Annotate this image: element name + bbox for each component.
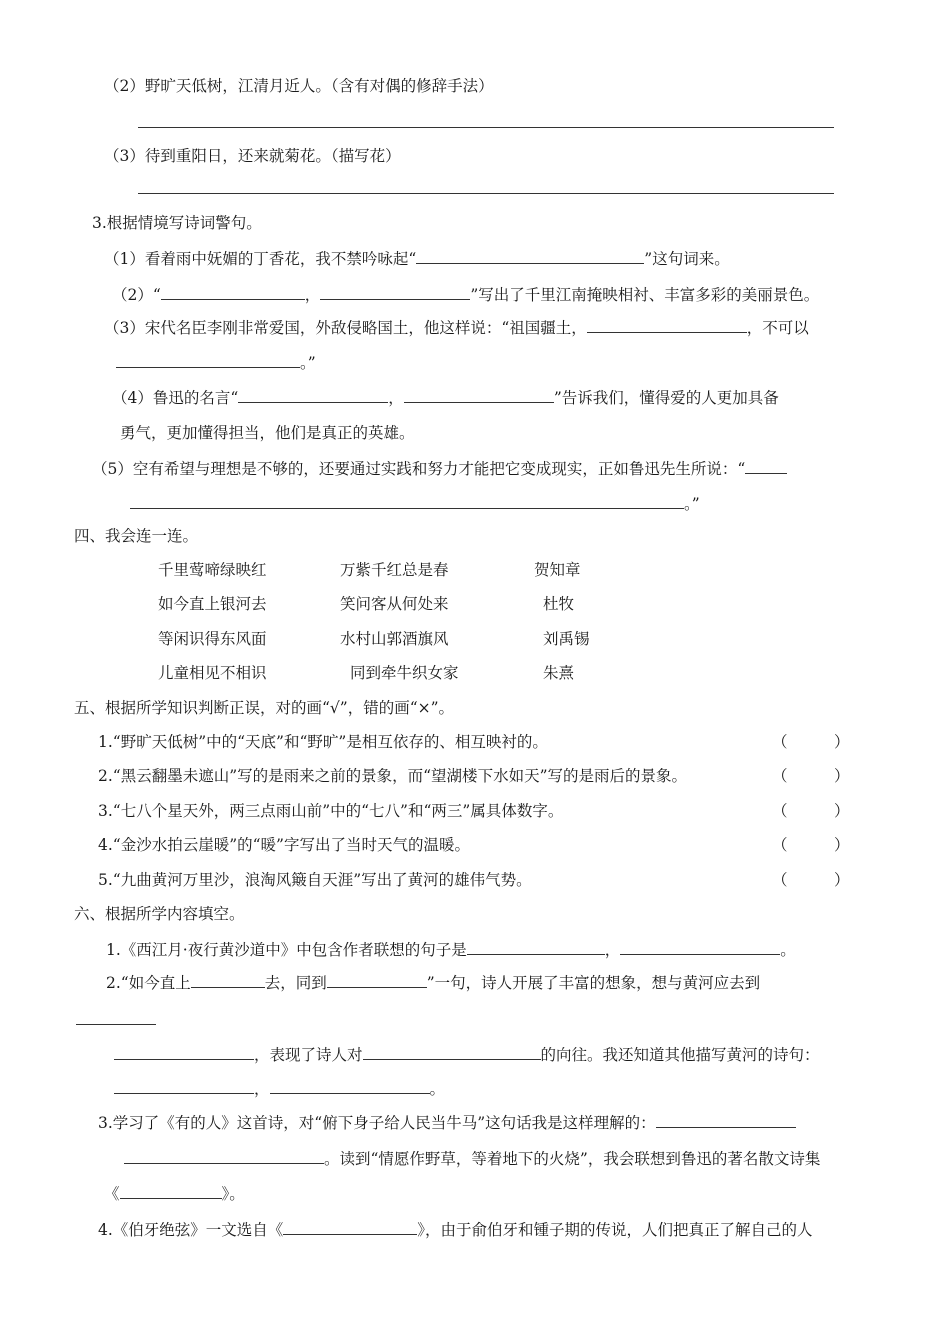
p6-q2-line-2 xyxy=(114,1043,820,1066)
p6-q1-text: 1.《西江月·夜行黄沙道中》中包含作者联想的句子是 xyxy=(106,941,467,959)
q2-answer-line[interactable] xyxy=(138,127,834,128)
p6-q2-end: 。 xyxy=(429,1080,446,1098)
match-mid-4[interactable]: 同到牵牛织女家 xyxy=(350,664,459,682)
p6-q2-blank-7[interactable] xyxy=(270,1077,430,1094)
s4-comma: ， xyxy=(388,389,404,407)
s2-text-b: ”写出了千里江南掩映相衬、丰富多彩的美丽景色。 xyxy=(470,286,820,304)
p6-q3-close: 》。 xyxy=(221,1185,245,1203)
p6-q2-line xyxy=(106,971,760,994)
p6-q2-blank-2[interactable] xyxy=(327,971,427,988)
p6-q4-blank[interactable] xyxy=(283,1218,417,1235)
p6-q1-blank-1[interactable] xyxy=(467,938,605,955)
judge-paren-5[interactable]: （ ） xyxy=(772,871,850,889)
s4-blank-1[interactable] xyxy=(238,386,388,403)
s4-text-b: ”告诉我们，懂得爱的人更加具备 xyxy=(553,389,779,407)
p6-q2-line-3 xyxy=(114,1077,445,1100)
p6-q3-text-b: 。读到“情愿作野草，等着地下的火烧”，我会联想到鲁迅的著名散文诗集 xyxy=(324,1150,821,1168)
s2-blank-2[interactable] xyxy=(320,283,470,300)
judge-item-4: 4.“金沙水拍云崖暖”的“暖”字写出了当时天气的温暖。 xyxy=(98,836,470,854)
p6-q2-blank-1[interactable] xyxy=(191,971,265,988)
p6-q4-text-a: 4.《伯牙绝弦》一文选自《 xyxy=(98,1221,284,1239)
s1-line xyxy=(104,247,730,270)
p6-q1-line xyxy=(106,938,796,961)
p6-q2-text-e: 的向往。我还知道其他描写黄河的诗句： xyxy=(540,1046,820,1064)
match-left-3[interactable]: 等闲识得东风面 xyxy=(158,630,267,648)
p6-q2-blank-4[interactable] xyxy=(114,1043,254,1060)
p6-q2-text-b: 去，同到 xyxy=(264,974,327,992)
section6-title: 六、根据所学内容填空。 xyxy=(74,905,245,923)
s4-line-2: 勇气，更加懂得担当，他们是真正的英雄。 xyxy=(120,424,415,442)
s3-line xyxy=(104,316,809,339)
p6-q2-blank-5[interactable] xyxy=(363,1043,541,1060)
p6-q1-comma: ， xyxy=(604,941,621,959)
p6-q3-line-3 xyxy=(104,1182,245,1205)
section3-title: 3.根据情境写诗词警句。 xyxy=(92,214,262,232)
p6-q4-line xyxy=(98,1218,813,1241)
match-left-4[interactable]: 儿童相见不相识 xyxy=(158,664,267,682)
section4-title: 四、我会连一连。 xyxy=(74,527,199,545)
judge-item-5: 5.“九曲黄河万里沙，浪淘风簸自天涯”写出了黄河的雄伟气势。 xyxy=(98,871,532,889)
s5-blank-1[interactable] xyxy=(745,457,787,474)
s1-text-a: （1）看着雨中妩媚的丁香花，我不禁吟咏起“ xyxy=(104,250,417,268)
p6-q4-text-b: 》，由于俞伯牙和锺子期的传说，人们把真正了解自己的人 xyxy=(417,1221,813,1239)
s2-blank-1[interactable] xyxy=(161,283,305,300)
p6-q2-blank-6[interactable] xyxy=(114,1077,254,1094)
s2-line xyxy=(112,283,819,306)
judge-paren-1[interactable]: （ ） xyxy=(772,733,850,751)
p6-q3-blank-1[interactable] xyxy=(656,1111,796,1128)
match-mid-2[interactable]: 笑问客从何处来 xyxy=(340,595,449,613)
p6-q2-text-c: ”一句，诗人开展了丰富的想象，想与黄河应去到 xyxy=(426,974,761,992)
p6-q1-blank-2[interactable] xyxy=(620,938,780,955)
p6-q3-open: 《 xyxy=(104,1185,120,1203)
judge-paren-2[interactable]: （ ） xyxy=(772,767,850,785)
p6-q2-comma: ， xyxy=(254,1080,270,1098)
match-right-1[interactable]: 贺知章 xyxy=(534,561,581,579)
s3-blank-2[interactable] xyxy=(116,351,300,368)
s4-text-a: （4）鲁迅的名言“ xyxy=(112,389,239,407)
s5-blank-2[interactable] xyxy=(130,492,684,509)
judge-item-2: 2.“黑云翻墨未遮山”写的是雨来之前的景象，而“望湖楼下水如天”写的是雨后的景象。 xyxy=(98,767,687,785)
q3-sentence: （3）待到重阳日，还来就菊花。（描写花） xyxy=(104,147,401,165)
s2-comma: ， xyxy=(304,286,321,304)
match-right-4[interactable]: 朱熹 xyxy=(543,664,575,682)
match-right-3[interactable]: 刘禹锡 xyxy=(543,630,590,648)
s3-line-2 xyxy=(116,351,316,374)
judge-paren-3[interactable]: （ ） xyxy=(772,802,850,820)
p6-q3-line xyxy=(98,1111,796,1134)
match-left-2[interactable]: 如今直上银河去 xyxy=(158,595,267,613)
judge-item-3: 3.“七八个星天外，两三点雨山前”中的“七八”和“两三”属具体数字。 xyxy=(98,802,564,820)
p6-q1-end: 。 xyxy=(780,941,796,959)
s1-blank[interactable] xyxy=(416,247,644,264)
judge-item-1: 1.“野旷天低树”中的“天底”和“野旷”是相互依存的、相互映衬的。 xyxy=(98,733,548,751)
match-right-2[interactable]: 杜牧 xyxy=(543,595,575,613)
p6-q2-blank-3[interactable] xyxy=(76,1024,156,1025)
p6-q3-line-2 xyxy=(124,1147,820,1170)
s3-text-b: ，不可以 xyxy=(746,319,809,337)
s3-text-a: （3）宋代名臣李刚非常爱国，外敌侵略国土，他这样说：“祖国疆土， xyxy=(104,319,587,337)
match-left-1[interactable]: 千里莺啼绿映红 xyxy=(158,561,267,579)
p6-q3-blank-2[interactable] xyxy=(124,1147,324,1164)
q3-answer-line[interactable] xyxy=(138,193,834,194)
p6-q2-text-a: 2.“如今直上 xyxy=(106,974,191,992)
q2-sentence: （2）野旷天低树，江清月近人。（含有对偶的修辞手法） xyxy=(104,77,494,95)
section5-title: 五、根据所学知识判断正误，对的画“√”，错的画“×”。 xyxy=(74,699,455,717)
s5-text-b: 。” xyxy=(684,495,700,513)
s3-text-c: 。” xyxy=(300,354,316,372)
p6-q3-text-a: 3.学习了《有的人》这首诗，对“俯下身子给人民当牛马”这句话我是这样理解的： xyxy=(98,1114,656,1132)
s4-line xyxy=(112,386,779,409)
s1-text-b: ”这句词来。 xyxy=(644,250,730,268)
s3-blank-1[interactable] xyxy=(587,316,747,333)
match-mid-1[interactable]: 万紫千红总是春 xyxy=(340,561,449,579)
s2-text-a: （2）“ xyxy=(112,286,161,304)
p6-q2-text-d: ，表现了诗人对 xyxy=(254,1046,363,1064)
s4-blank-2[interactable] xyxy=(404,386,554,403)
judge-paren-4[interactable]: （ ） xyxy=(772,836,850,854)
match-mid-3[interactable]: 水村山郭酒旗风 xyxy=(340,630,449,648)
p6-q3-blank-3[interactable] xyxy=(120,1182,222,1199)
s5-text-a: （5）空有希望与理想是不够的，还要通过实践和努力才能把它变成现实，正如鲁迅先生所说：“ xyxy=(92,460,746,478)
s5-line-2 xyxy=(130,492,700,515)
s5-line xyxy=(92,457,787,480)
